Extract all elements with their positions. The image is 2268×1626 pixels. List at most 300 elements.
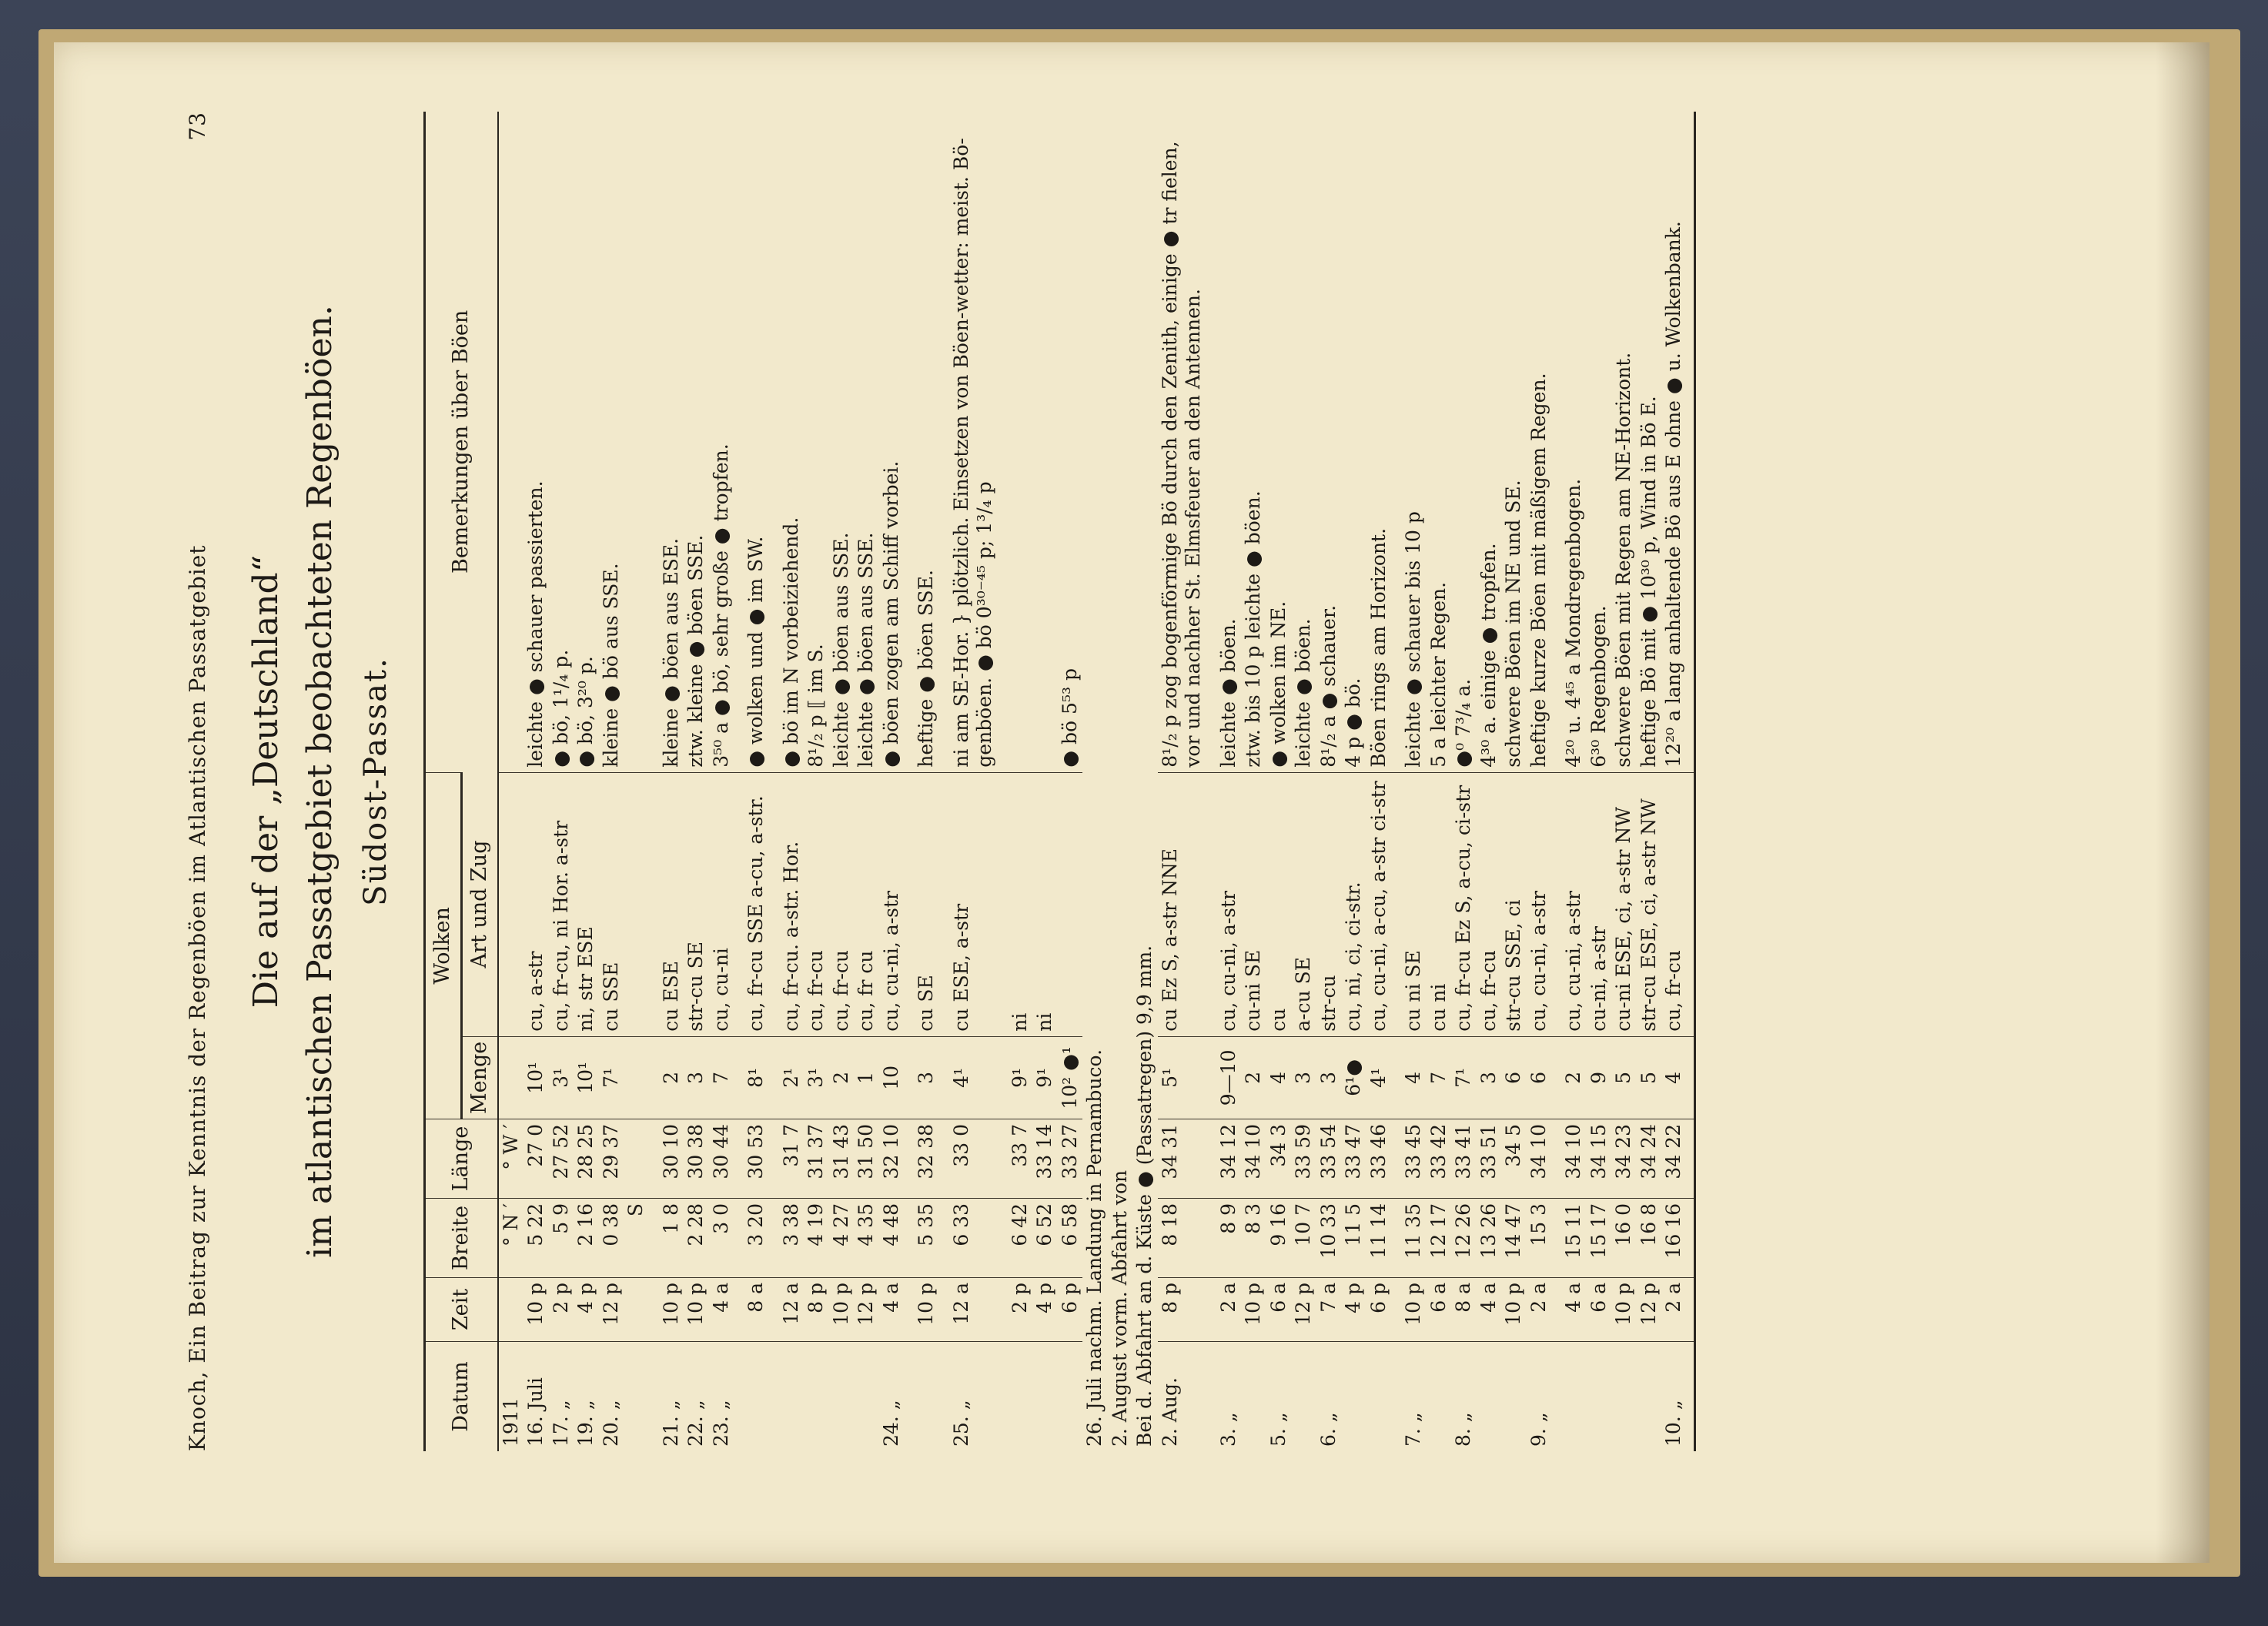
cell-date: 24. „	[879, 1342, 905, 1452]
cell-lat: ° N ′	[498, 1199, 524, 1278]
cell-time: 10 p	[524, 1278, 549, 1342]
cell-lon: 34 10	[1551, 1119, 1587, 1199]
cell-type: cu-ni, a-str	[1587, 772, 1612, 1036]
cell-time: 6 a	[1587, 1278, 1612, 1342]
cell-date: 21. „	[649, 1342, 684, 1452]
cell-amount: 4	[1391, 1036, 1427, 1119]
table-row	[734, 112, 769, 1451]
cell-amount: 4¹	[939, 1036, 998, 1119]
cell-lon: 33 45	[1391, 1119, 1427, 1199]
cell-lat: 10 33	[1316, 1199, 1342, 1278]
cell-lat: 9 16	[1266, 1199, 1292, 1278]
cell-remarks: ●⁰ 7³/₄ a.	[1452, 678, 1475, 768]
cell-date	[734, 1342, 769, 1452]
cell-lon: 30 53	[734, 1119, 769, 1199]
cell-lon: 33 47	[1341, 1119, 1366, 1199]
cell-remarks: schwere Böen mit Regen am NE-Horizont.	[1612, 352, 1635, 768]
cell-date: 1911	[498, 1342, 524, 1452]
cell-amount: 4	[1266, 1036, 1292, 1119]
cell-date: 7. „	[1391, 1342, 1427, 1452]
cell-type: cu ni SE	[1391, 772, 1427, 1036]
cell-lat: 8 9	[1206, 1199, 1242, 1278]
cell-time: 12 p	[1637, 1278, 1662, 1342]
cell-lon: 34 31	[1158, 1119, 1206, 1199]
cell-type: cu, cu-ni	[709, 772, 734, 1036]
cell-lon: 30 44	[709, 1119, 734, 1199]
title-line-3: Südost-Passat.	[358, 657, 393, 906]
cell-time: 8 p	[1158, 1278, 1206, 1342]
cell-type: ni	[998, 772, 1033, 1036]
cell-remarks	[1032, 112, 1058, 772]
cell-type	[624, 772, 649, 1036]
table-row	[1587, 112, 1612, 1451]
table-row	[879, 112, 905, 1451]
cell-time: 2 a	[1527, 1278, 1552, 1342]
cell-lat: 16 0	[1611, 1199, 1637, 1278]
table-row	[649, 112, 684, 1451]
cell-time	[498, 1278, 524, 1342]
cell-amount: 3	[1291, 1036, 1316, 1119]
page-number: 73	[185, 112, 210, 141]
running-header	[185, 112, 210, 1451]
cell-time: 8 a	[1451, 1278, 1477, 1342]
note-row	[1082, 112, 1108, 1451]
cell-time	[624, 1278, 649, 1342]
cell-type	[498, 772, 524, 1036]
cell-lon: 30 10	[649, 1119, 684, 1199]
cell-amount: 2	[1241, 1036, 1266, 1119]
cell-amount: 7¹	[599, 1036, 624, 1119]
cell-date	[1551, 1342, 1587, 1452]
col-header-remarks: Bemerkungen über Böen	[425, 112, 498, 772]
cell-lat: 15 3	[1527, 1199, 1552, 1278]
cell-lon: 33 51	[1477, 1119, 1502, 1199]
cell-amount: 10¹	[574, 1036, 599, 1119]
cell-date: 3. „	[1206, 1342, 1242, 1452]
cell-date: 19. „	[574, 1342, 599, 1452]
cell-lat: 13 26	[1477, 1199, 1502, 1278]
cell-amount: 1	[854, 1036, 879, 1119]
table-body	[498, 112, 1695, 1451]
cell-type: a-cu SE	[1291, 772, 1316, 1036]
cell-time: 4 a	[1477, 1278, 1502, 1342]
table-row	[1527, 112, 1552, 1451]
cell-type: cu ESE	[649, 772, 684, 1036]
cell-time: 6 a	[1427, 1278, 1452, 1342]
cell-lat: 15 11	[1551, 1199, 1587, 1278]
cell-lon: 33 41	[1451, 1119, 1477, 1199]
cell-lat: 5 22	[524, 1199, 549, 1278]
note-row	[1132, 112, 1158, 1451]
cell-date	[769, 1342, 805, 1452]
cell-time: 6 p	[1058, 1278, 1083, 1342]
cell-date	[1501, 1342, 1527, 1452]
cell-lat: 2 16	[574, 1199, 599, 1278]
cell-time: 4 a	[879, 1278, 905, 1342]
cell-amount: 10² ●¹	[1058, 1036, 1083, 1119]
travel-note: 2. August vorm. Abfahrt von	[1108, 1169, 1131, 1447]
table-row	[1611, 112, 1637, 1451]
table-row	[1427, 112, 1452, 1451]
title-line-2: im atlantischen Passatgebiet beobachteten Regenböen.	[300, 305, 340, 1258]
cell-date	[1341, 1342, 1366, 1452]
cell-time: 10 p	[684, 1278, 709, 1342]
table-row	[1291, 112, 1316, 1451]
cell-type: cu, fr-cu Ez S, a-cu, ci-str	[1451, 772, 1477, 1036]
col-header-lon: Länge	[425, 1119, 498, 1199]
cell-remarks: 3⁵⁰ a ● bö, sehr große ● tropfen.	[709, 443, 732, 768]
cell-lon: 34 12	[1206, 1119, 1242, 1199]
cell-lat: 11 5	[1341, 1199, 1366, 1278]
cell-lon	[624, 1119, 649, 1199]
cell-remarks: 5 a leichter Regen.	[1427, 581, 1450, 768]
cell-time: 2 a	[1206, 1278, 1242, 1342]
cell-lat: 5 9	[549, 1199, 574, 1278]
cell-date: 6. „	[1316, 1342, 1342, 1452]
cell-lon: 34 10	[1527, 1119, 1552, 1199]
cell-date	[1366, 1342, 1392, 1452]
cell-remarks: leichte ● schauer passierten.	[524, 480, 547, 768]
cell-remarks: heftige Bö mit ● 10³⁰ p, Wind in Bö E.	[1637, 396, 1660, 768]
cell-amount: 9¹	[1032, 1036, 1058, 1119]
cell-date: 20. „	[599, 1342, 624, 1452]
cell-lat: 0 38	[599, 1199, 624, 1278]
cell-amount: 3	[1477, 1036, 1502, 1119]
cell-amount: 9¹	[998, 1036, 1033, 1119]
travel-note: 26. Juli nachm. Landung in Pernambuco.	[1083, 1049, 1106, 1447]
cell-time: 10 p	[1241, 1278, 1266, 1342]
cell-lat: 8 18	[1158, 1199, 1206, 1278]
cell-time: 4 a	[709, 1278, 734, 1342]
cell-type: cu, a-str	[524, 772, 549, 1036]
col-header-lat: Breite	[425, 1199, 498, 1278]
table-row	[1158, 112, 1206, 1451]
table-row	[804, 112, 829, 1451]
cell-amount: 9—10	[1206, 1036, 1242, 1119]
cell-remarks: kleine ● bö aus SSE.	[599, 563, 622, 768]
table-row	[1206, 112, 1242, 1451]
table-row	[854, 112, 879, 1451]
cell-remarks: ztw. bis 10 p leichte ● böen.	[1242, 490, 1265, 768]
cell-amount: 2	[649, 1036, 684, 1119]
cell-type: cu, cu-ni, a-str	[1527, 772, 1552, 1036]
cell-lat: S	[624, 1199, 649, 1278]
cell-amount: 6	[1527, 1036, 1552, 1119]
cell-date: 25. „	[939, 1342, 998, 1452]
cell-time: 10 p	[649, 1278, 684, 1342]
cell-time: 6 a	[1266, 1278, 1292, 1342]
col-header-time: Zeit	[425, 1278, 498, 1342]
cell-remarks: leichte ● schauer bis 10 p	[1402, 511, 1425, 768]
cell-remarks	[998, 112, 1033, 772]
cell-type: str-cu	[1316, 772, 1342, 1036]
cell-remarks: ● wolken im NE.	[1266, 601, 1290, 768]
cell-amount: 7	[1427, 1036, 1452, 1119]
cell-remarks	[624, 112, 649, 772]
cell-date	[1032, 1342, 1058, 1452]
note-row	[1108, 112, 1133, 1451]
cell-remarks: 12²⁰ a lang anhaltende Bö aus E ohne ● u. Wolkenbank.	[1661, 112, 1694, 772]
cell-remarks: ● bö 5⁵³ p	[1058, 668, 1081, 768]
cell-amount	[498, 1036, 524, 1119]
cell-lon: 34 24	[1637, 1119, 1662, 1199]
cell-lon: 34 22	[1661, 1119, 1694, 1199]
cell-date	[1241, 1342, 1266, 1452]
cell-type: cu Ez S, a-str NNE	[1158, 772, 1206, 1036]
cell-type: cu, fr-cu	[829, 772, 855, 1036]
cell-remarks: ● bö, 1¹/₄ p.	[549, 649, 572, 768]
table-row	[709, 112, 734, 1451]
cell-lon: 33 0	[939, 1119, 998, 1199]
cell-date	[1611, 1342, 1637, 1452]
table-row	[524, 112, 549, 1451]
cell-type: cu, fr-cu	[1477, 772, 1502, 1036]
cell-lat: 15 17	[1587, 1199, 1612, 1278]
running-title: Knoch, Ein Beitrag zur Kenntnis der Regenböen im Atlantischen Passatgebiet	[185, 544, 210, 1451]
cell-date	[804, 1342, 829, 1452]
cell-remarks: ni am SE-Hor. } plötzlich. Einsetzen von Böen-wetter: meist. Bö-genböen. ● bö 0³⁰⁻⁴⁵ p; 1³/₄ p	[949, 138, 996, 768]
col-header-date: Datum	[425, 1342, 498, 1452]
cell-lon: 30 38	[684, 1119, 709, 1199]
cell-remarks: leichte ● böen.	[1292, 618, 1315, 768]
cell-time: 2 a	[1661, 1278, 1694, 1342]
cell-amount: 9	[1587, 1036, 1612, 1119]
cell-amount: 2	[829, 1036, 855, 1119]
cell-amount: 4	[1661, 1036, 1694, 1119]
cell-date	[1587, 1342, 1612, 1452]
cell-remarks: Böen rings am Horizont.	[1366, 527, 1390, 768]
cell-time: 12 p	[1291, 1278, 1316, 1342]
cell-date	[1058, 1342, 1083, 1452]
cell-remarks: ● bö, 3²⁰ p.	[574, 656, 597, 768]
table-row	[684, 112, 709, 1451]
cell-type: cu, fr-cu, ni Hor. a-str	[549, 772, 574, 1036]
cell-date	[904, 1342, 939, 1452]
cell-lon: 33 54	[1316, 1119, 1342, 1199]
cell-amount: 3	[684, 1036, 709, 1119]
cell-lat: 3 0	[709, 1199, 734, 1278]
cell-date: 10. „	[1661, 1342, 1694, 1452]
cell-lon: 34 10	[1241, 1119, 1266, 1199]
cell-remarks: ● bö im N vorbeiziehend.	[779, 517, 802, 768]
cell-type: cu, cu-ni, a-str	[1206, 772, 1242, 1036]
cell-amount: 5	[1637, 1036, 1662, 1119]
cell-type: cu, fr cu	[854, 772, 879, 1036]
table-row	[1341, 112, 1366, 1451]
table-row	[624, 112, 649, 1451]
cell-type: cu, cu-ni, a-str	[879, 772, 905, 1036]
cell-remarks: 4 p ● bö.	[1342, 678, 1365, 768]
cell-type: cu SE	[904, 772, 939, 1036]
col-header-amount: Menge	[461, 1036, 497, 1119]
cell-remarks: leichte ● böen aus SSE.	[829, 532, 852, 768]
cell-time: 10 p	[1611, 1278, 1637, 1342]
cell-date: 17. „	[549, 1342, 574, 1452]
cell-lat: 12 17	[1427, 1199, 1452, 1278]
cell-amount: 10	[879, 1036, 905, 1119]
cell-time: 10 p	[904, 1278, 939, 1342]
table-row	[769, 112, 805, 1451]
cell-lat: 6 33	[939, 1199, 998, 1278]
table-row	[904, 112, 939, 1451]
cell-time: 2 p	[998, 1278, 1033, 1342]
table-row	[1316, 112, 1342, 1451]
cell-remarks: ● böen zogen am Schiff vorbei.	[879, 460, 902, 768]
observations-table	[423, 112, 1696, 1451]
cell-date	[1637, 1342, 1662, 1452]
cell-date	[1427, 1342, 1452, 1452]
cell-remarks: 6³⁰ Regenbogen.	[1587, 605, 1610, 768]
cell-amount: 3	[904, 1036, 939, 1119]
cell-date	[1291, 1342, 1316, 1452]
cell-remarks: leichte ● böen.	[1216, 618, 1239, 768]
cell-date: 9. „	[1527, 1342, 1552, 1452]
cell-lat: 4 35	[854, 1199, 879, 1278]
cell-lon: 33 7	[998, 1119, 1033, 1199]
cell-lon: 34 3	[1266, 1119, 1292, 1199]
title-line-1: Die auf der „Deutschland“	[246, 554, 286, 1009]
cell-lat: 3 38	[769, 1199, 805, 1278]
table-row	[574, 112, 599, 1451]
cell-lon: 32 38	[904, 1119, 939, 1199]
cell-lat: 11 35	[1391, 1199, 1427, 1278]
table-row	[939, 112, 998, 1451]
cell-type: cu, ni, ci, ci-str.	[1341, 772, 1366, 1036]
cell-lat: 2 28	[684, 1199, 709, 1278]
cell-lat: 4 48	[879, 1199, 905, 1278]
cell-amount: 3¹	[549, 1036, 574, 1119]
cell-type: cu, fr-cu. a-str. Hor.	[769, 772, 805, 1036]
cell-time: 7 a	[1316, 1278, 1342, 1342]
cell-type: ni, str ESE	[574, 772, 599, 1036]
cell-type	[1058, 772, 1083, 1036]
table-row	[1366, 112, 1392, 1451]
cell-time: 4 a	[1551, 1278, 1587, 1342]
cell-lat: 5 35	[904, 1199, 939, 1278]
table-row	[1032, 112, 1058, 1451]
cell-type: cu, fr-cu SSE a-cu, a-str.	[734, 772, 769, 1036]
cell-amount: 2¹	[769, 1036, 805, 1119]
cell-remarks: ● wolken und ● im SW.	[744, 536, 768, 768]
cell-lon: 31 50	[854, 1119, 879, 1199]
col-header-clouds: Wolken	[425, 772, 462, 1119]
table-row	[1501, 112, 1527, 1451]
cell-date: 22. „	[684, 1342, 709, 1452]
table-row	[1058, 112, 1083, 1451]
cell-lon: ° W ′	[498, 1119, 524, 1199]
cell-date: 8. „	[1451, 1342, 1477, 1452]
cell-type: cu ni	[1427, 772, 1452, 1036]
cell-type: cu-ni SE	[1241, 772, 1266, 1036]
table-row	[1241, 112, 1266, 1451]
cell-type: cu, fr-cu	[1661, 772, 1694, 1036]
cell-amount: 2	[1551, 1036, 1587, 1119]
cell-remarks: leichte ● böen aus SSE.	[855, 532, 878, 768]
cell-remarks: 4²⁰ u. 4⁴⁵ a Mondregenbogen.	[1562, 478, 1585, 768]
table-row	[1637, 112, 1662, 1451]
table-row	[599, 112, 624, 1451]
cell-time: 10 p	[829, 1278, 855, 1342]
cell-time: 10 p	[1501, 1278, 1527, 1342]
cell-remarks: heftige kurze Böen mit mäßigem Regen.	[1527, 373, 1550, 768]
cell-type: cu SSE	[599, 772, 624, 1036]
cell-time: 2 p	[549, 1278, 574, 1342]
cell-lat: 12 26	[1451, 1199, 1477, 1278]
cell-lat: 14 47	[1501, 1199, 1527, 1278]
table-row	[549, 112, 574, 1451]
cell-time: 10 p	[1391, 1278, 1427, 1342]
cell-remarks: kleine ● böen aus ESE.	[659, 537, 682, 768]
table-row	[1266, 112, 1292, 1451]
cell-remarks	[498, 112, 524, 772]
cell-date: 23. „	[709, 1342, 734, 1452]
cell-lon: 31 7	[769, 1119, 805, 1199]
table-row	[998, 112, 1033, 1451]
book-page	[54, 42, 2209, 1563]
cell-lat: 16 16	[1661, 1199, 1694, 1278]
cell-lat: 4 27	[829, 1199, 855, 1278]
cell-lat: 6 52	[1032, 1199, 1058, 1278]
cell-type: cu, cu-ni, a-str	[1551, 772, 1587, 1036]
cell-date	[998, 1342, 1033, 1452]
cell-date	[1477, 1342, 1502, 1452]
cell-lon: 27 52	[549, 1119, 574, 1199]
cell-lon: 29 37	[599, 1119, 624, 1199]
table-row	[1661, 112, 1694, 1451]
cell-remarks: 8¹/₂ a ● schauer.	[1316, 604, 1340, 768]
travel-note: Bei d. Abfahrt an d. Küste ● (Passatregen) 9,9 mm.	[1133, 945, 1156, 1447]
cell-date	[624, 1342, 649, 1452]
cell-lon: 32 10	[879, 1119, 905, 1199]
cell-lon: 33 14	[1032, 1119, 1058, 1199]
cell-lat: 3 20	[734, 1199, 769, 1278]
cell-date	[829, 1342, 855, 1452]
cell-time: 12 p	[854, 1278, 879, 1342]
cell-remarks: heftige ● böen SSE.	[915, 570, 938, 768]
cell-type: ni	[1032, 772, 1058, 1036]
cell-lon: 27 0	[524, 1119, 549, 1199]
cell-type: cu	[1266, 772, 1292, 1036]
cell-lon: 31 37	[804, 1119, 829, 1199]
cell-amount: 3¹	[804, 1036, 829, 1119]
table-row	[1451, 112, 1477, 1451]
rotated-content	[154, 81, 2125, 1482]
cell-amount: 7¹	[1451, 1036, 1477, 1119]
cell-amount: 6	[1501, 1036, 1527, 1119]
cell-date	[854, 1342, 879, 1452]
cell-lat: 1 8	[649, 1199, 684, 1278]
cell-amount: 8¹	[734, 1036, 769, 1119]
page-gutter-shadow	[2156, 42, 2209, 1563]
col-header-type: Art und Zug	[461, 772, 497, 1036]
cell-type: str-cu SSE, ci	[1501, 772, 1527, 1036]
cell-date: 2. Aug.	[1158, 1342, 1206, 1452]
cell-time: 12 a	[769, 1278, 805, 1342]
table-row	[829, 112, 855, 1451]
cell-amount: 3	[1316, 1036, 1342, 1119]
cell-amount: 4¹	[1366, 1036, 1392, 1119]
cell-date: 16. Juli	[524, 1342, 549, 1452]
cell-lon: 34 23	[1611, 1119, 1637, 1199]
cell-lat: 10 7	[1291, 1199, 1316, 1278]
cell-amount: 6¹●	[1341, 1036, 1366, 1119]
cell-lon: 33 42	[1427, 1119, 1452, 1199]
table-row	[498, 112, 524, 1451]
cell-amount: 5¹	[1158, 1036, 1206, 1119]
cell-lon: 28 25	[574, 1119, 599, 1199]
cell-lat: 4 19	[804, 1199, 829, 1278]
table-row	[1551, 112, 1587, 1451]
